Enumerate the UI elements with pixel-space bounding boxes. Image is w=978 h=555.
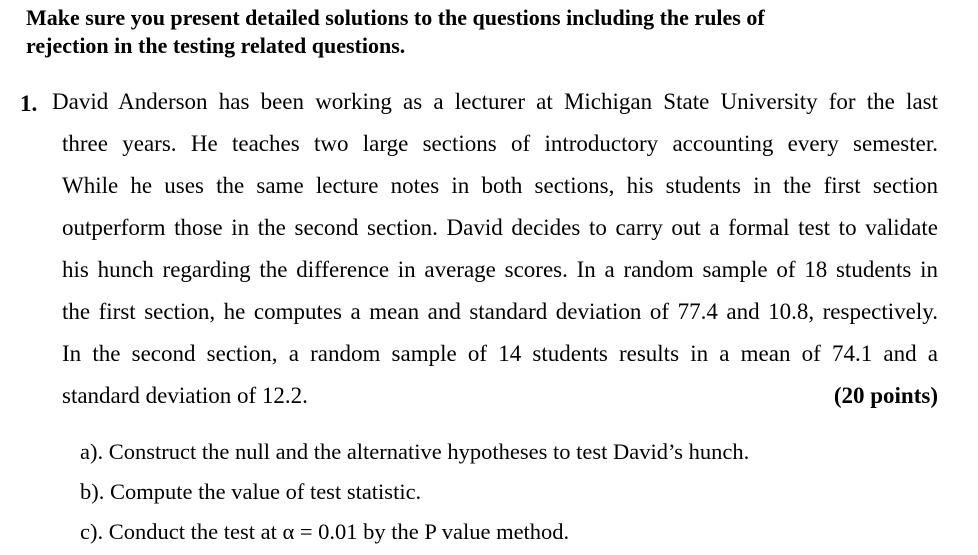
question-parts (80, 432, 940, 552)
instruction-heading (26, 4, 926, 60)
question-line: outperform those in the second section. David decides to carry out a formal test to validate (62, 215, 938, 240)
instruction-line-2: rejection in the testing related questions. (26, 33, 406, 58)
question-line: In the second section, a random sample of 14 students results in a mean of 74.1 and a (62, 341, 938, 366)
question-number: 1. (20, 91, 38, 116)
question-line: three years. He teaches two large sections of introductory accounting every semester. (62, 131, 938, 156)
question-line: David Anderson has been working as a lecturer at Michigan State University for the last (52, 89, 938, 114)
part-a: a). Construct the null and the alternative hypotheses to test David’s hunch. (80, 439, 750, 464)
question-line: his hunch regarding the difference in average scores. In a random sample of 18 students in (62, 257, 938, 282)
question-last-line (62, 375, 938, 417)
part-c: c). Conduct the test at α = 0.01 by the P value method. (80, 519, 570, 544)
part-b: b). Compute the value of test statistic. (80, 479, 422, 504)
instruction-line-1: Make sure you present detailed solutions to the questions including the rules of (26, 5, 765, 30)
question-line: standard deviation of 12.2. (62, 383, 308, 408)
question-body (52, 81, 938, 417)
question-line: the first section, he computes a mean and standard deviation of 77.4 and 10.8, respectively. (62, 299, 938, 324)
question-line: While he uses the same lecture notes in both sections, his students in the first section (62, 173, 938, 198)
points-label: (20 points) (833, 383, 938, 408)
